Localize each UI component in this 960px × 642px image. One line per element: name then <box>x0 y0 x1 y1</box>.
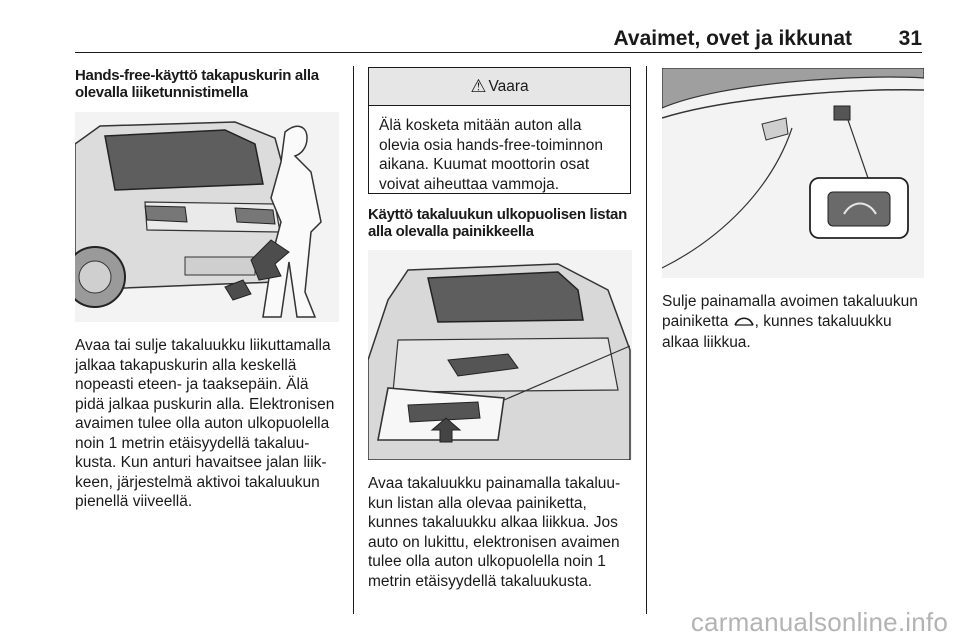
section-heading-external-button: Käyttö takaluukun ulkopuolisen listan alla olevalla painikkeella <box>368 206 627 240</box>
column-divider-left <box>353 66 354 614</box>
paragraph-hands-free: Avaa tai sulje takaluukku liikuttamalla jalkaa takapuskurin alla keskellä nopeasti eteen- ja taaksepäin. Älä pidä jalkaa puskurin alla. Elektronisen avaimen tulee olla auton ulkopuolella noin 1 metrin etäisyydellä takaluukusta. Kun anturi havaitsee jalan liikkeen, järjestelmä aktivoi takaluukun pienellä viiveellä. <box>75 337 335 510</box>
header-rule <box>75 52 922 53</box>
tailgate-close-icon <box>733 314 755 334</box>
warning-title: Vaara <box>488 77 529 95</box>
warning-triangle-icon: ⚠ <box>470 76 487 96</box>
figure-hands-free-foot-sensor <box>75 112 339 322</box>
figure-tailgate-inside-button <box>662 68 924 278</box>
figure-tailgate-button <box>368 250 632 460</box>
warning-text: Älä kosketa mitään auton alla olevia osia hands-free-toiminnon aikana. Kuumat moottorin osat voivat aiheuttaa vammoja. <box>379 117 604 193</box>
warning-box <box>368 67 631 194</box>
paragraph-close-tailgate-text-1: Sulje painamalla avoimen takaluukun painiketta <box>662 293 918 330</box>
watermark: carmanualsonline.info <box>690 607 948 637</box>
warning-header <box>369 68 630 106</box>
page-number: 31 <box>898 27 922 50</box>
paragraph-close-tailgate <box>662 292 930 353</box>
paragraph-close-tailgate-text-2: , kunnes takaluukku alkaa liikkua. <box>662 312 892 351</box>
column-divider-right <box>646 66 647 614</box>
page-header-title: Avaimet, ovet ja ikkunat <box>613 27 852 50</box>
section-heading-hands-free: Hands-free-käyttö takapuskurin alla olevalla liiketunnistimella <box>75 67 319 101</box>
paragraph-external-button: Avaa takaluukku painamalla takaluukun listan alla olevaa painiketta, kunnes takaluukku alkaa liikkua. Jos auto on lukittu, elektronisen avaimen tulee olla auton ulkopuolella noin 1 metrin etäisyydellä takaluukusta. <box>368 475 621 590</box>
